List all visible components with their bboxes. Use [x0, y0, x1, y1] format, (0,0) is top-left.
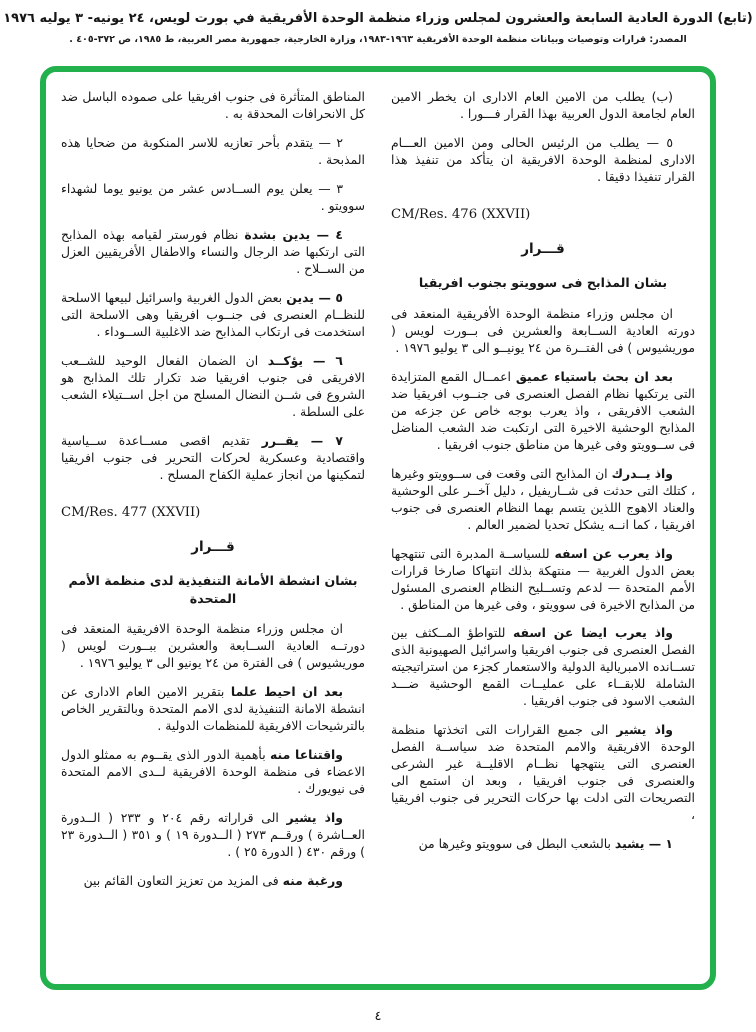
paragraph — [61, 747, 365, 798]
paragraph — [391, 625, 695, 710]
page-header — [0, 0, 756, 45]
paragraph-text: (ب) يطلب من الامين العام الادارى ان يخطر الامين العام لجامعة الدول العربية بهذا القرار فـــورا . — [391, 89, 695, 121]
paragraph-lead: ٧ — يقــرر — [261, 432, 343, 448]
paragraph-lead: واذ يــدرك — [611, 465, 674, 481]
operative-paragraph — [61, 135, 365, 169]
paragraph-text: الى جميع القرارات التى اتخذتها منظمة الوحدة الافريقية والامم المتحدة ضد سياســة الفصل العنصرى التى ينتهجها نظــام الاقليــة غير الشرعى والعنصرى فى جنوب افريقيا ، وبعد ان استمع الى التصريحات التى ادلت بها حركات التحرير فى جنوب افريقيا ، — [391, 722, 695, 823]
paragraph-text: للسياســة المدبرة التى تنتهجها بعض الدول الغربية — منتهكة بذلك انتهاكا صارخا قرارات الأمم المتحدة — لدعم وتســليح النظام العنصرى المسئول من المذابح الاخيرة فى سوويتو ، وفى غيرها من المناطق . — [391, 545, 695, 612]
paragraph-lead: ٥ — يدين — [286, 289, 343, 305]
paragraph-text: ان المذابح التى وقعت فى ســوويتو وغيرها ، كتلك التى حدثت فى شــاريفيل ، دليل آخــر على الوحشية والعناد الاهوج اللذين يتسم بهما النظام العنصرى فى جنوب افريقيا ، كما انــه يشكل تحديا لضمير العالم . — [391, 465, 695, 532]
paragraph-lead: واذ يشير — [286, 809, 343, 825]
page-number: ٤ — [374, 1009, 382, 1024]
paragraph-text: بالشعب البطل فى سوويتو وغيرها من — [418, 836, 615, 852]
paragraph — [61, 810, 365, 861]
paragraph — [391, 546, 695, 614]
resolution-number: CM/Res. 477 (XXVII) — [61, 504, 201, 520]
paragraph-text: نظام فورستر لقيامه بهذه المذابح التى ارتكبها ضد الرجال والنساء والاطفال الأفريقيين العزل من الســلاح . — [61, 226, 365, 276]
two-column-layout — [61, 89, 695, 976]
paragraph-text: فى المزيد من تعزيز التعاون القائم بين — [83, 872, 283, 888]
paragraph-text: المناطق المتأثرة فى جنوب افريقيا على صموده الباسل ضد كل الانحرافات المحدقة به . — [61, 89, 365, 121]
paragraph-lead: بعد ان احيط علما — [230, 683, 343, 699]
paragraph-lead: ١ — يشيد — [614, 836, 673, 852]
resolution-title: بشان انشطة الأمانة التنفيذية لدى منظمة الأمم المتحدة — [68, 573, 358, 606]
paragraph-text: بتقرير الامين العام الادارى عن انشطة الامانة التنفيذية لدى الامم المتحدة وبالتقرير الخاص بالترشيحات الافريقية للمنظمات الدولية . — [61, 683, 365, 733]
operative-paragraph — [61, 181, 365, 215]
paragraph — [391, 466, 695, 534]
resolution-heading: قـــرار — [521, 241, 565, 257]
operative-paragraph — [61, 290, 365, 341]
paragraph-lead: واقتناعا منه — [270, 746, 344, 762]
content-frame — [40, 66, 716, 990]
paragraph-text: للتواطؤ المــكثف بين الفصل العنصرى فى جنوب افريقيا واسرائيل الصهيونية الذى تســانده الامبريالية الدولية والاستعمار كجزء من استراتيجيته الشاملة للابقــاء على عمليــات القمع الوحشية ضـــد الشعب الاسود فى جنوب افريقيا . — [391, 625, 695, 709]
column-left — [61, 89, 365, 976]
paragraph-text: تقديم اقصى مســاعدة ســياسية واقتصادية وعسكرية لحركات التحرير فى جنوب افريقيا لتمكينها من انجاز عملية الكفاح المسلح . — [61, 432, 365, 482]
paragraph-text: ٣ — يعلن يوم الســادس عشر من يونيو يوما لشهداء سوويتو . — [61, 180, 365, 213]
paragraph-lead: ورغبة منه — [282, 872, 343, 888]
paragraph-lead: ٤ — يدين بشدة — [244, 226, 343, 242]
paragraph — [391, 722, 695, 824]
paragraph-text: ان مجلس وزراء منظمة الوحدة الأفريقية المنعقد فى دورته العادية الســابعة والعشرين فى بــورت لويس ( موريشيوس ) فى الفتــرة من ٢٤ يونيــو الى ٣ يوليو ١٩٧٦ . — [391, 305, 695, 355]
paragraph — [391, 89, 695, 123]
resolution-number: CM/Res. 476 (XXVII) — [391, 206, 531, 222]
header-session-title: (تابع) الدورة العادية السابعة والعشرون لمجلس وزراء منظمة الوحدة الأفريقية في بورت لويس، ٢٤ يونيه- ٣ يوليه ١٩٧٦ — [3, 11, 753, 26]
paragraph-lead: واذ يعرب عن اسفه — [554, 545, 673, 561]
continuation-paragraph — [61, 89, 365, 123]
paragraph-text: بأهمية الدور الذى يقــوم به ممثلو الدول الاعضاء فى منظمة الوحدة الافريقية لــدى الامم المتحدة فى نيويورك . — [61, 746, 365, 796]
resolution-heading: قـــرار — [191, 538, 235, 555]
paragraph-text: ٢ — يتقدم بأحر تعازيه للاسر المنكوبة من ضحايا هذه المذبحة . — [61, 134, 365, 167]
paragraph — [61, 873, 365, 890]
operative-paragraph — [391, 836, 695, 853]
paragraph-text: ان الضمان الفعال الوحيد للشــعب الافريقى فى جنوب افريقيا ضد تكرار تلك المذابح هو الشروع فى شــن النضال المسلح من اجل اســتيلاء الشعب على السلطة . — [61, 352, 365, 419]
resolution-title: بشان المذابح فى سوويتو بجنوب افريقيا — [418, 275, 668, 291]
paragraph — [391, 306, 695, 357]
paragraph-lead: واذ يشير — [616, 722, 673, 738]
paragraph-lead: واذ يعرب ايضا عن اسفه — [513, 625, 673, 641]
paragraph-lead: بعد ان بحث باستياء عميق — [515, 368, 673, 384]
paragraph-text: ٥ — يطلب من الرئيس الحالى ومن الامين العـــام الادارى لمنظمة الوحدة الافريقية ان يتأكد من تنفيذ هذا القرار تنفيذا دقيقا . — [391, 134, 695, 184]
paragraph — [61, 684, 365, 735]
paragraph-lead: ٦ — يؤكــد — [267, 352, 343, 368]
paragraph-text: ان مجلس وزراء منظمة الوحدة الافريقية المنعقد فى دورتــه العادية الســابعة والعشرين ببــورت لويس ( موريشيوس ) فى الفترة من ٢٤ يونيو الى ٣ يوليو ١٩٧٦ . — [61, 620, 365, 670]
operative-paragraph — [391, 135, 695, 186]
operative-paragraph — [61, 433, 365, 484]
column-right — [391, 89, 695, 976]
header-source-line: المصدر: قرارات وتوصيات وبيانات منظمة الوحدة الأفريقية ١٩٦٣-١٩٨٣، وزارة الخارجية، جمهورية مصر العربية، ط ١٩٨٥، ص ٣٧٢-٤٠٥ . — [69, 34, 687, 45]
paragraph-text: بعض الدول الغربية واسرائيل لبيعها الاسلحة للنظــام العنصرى فى جنــوب افريقيا وهى الاسلحة التى استخدمت فى ارتكاب المذابح ضد الاغلبية الســوداء . — [61, 289, 365, 339]
paragraph — [61, 621, 365, 672]
operative-paragraph — [61, 353, 365, 421]
paragraph-text: الى قراراته رقم ٢٠٤ و ٢٣٣ ( الــدورة العــاشرة ) ورقــم ٢٧٣ ( الــدورة ١٩ ) و ٣٥١ ( الــدورة ٢٣ ) ورقم ٤٣٠ ( الدورة ٢٥ ) . — [61, 809, 365, 859]
paragraph — [391, 369, 695, 454]
operative-paragraph — [61, 227, 365, 278]
paragraph-text: اعمــال القمع المتزايدة التى يرتكبها نظام الفصل العنصرى فى جنــوب افريقيا ضد الشعب الافريقى ، واذ يعرب بوجه خاص عن جزعه من المذابح الوحشية الاخيرة التى ارتكبت ضد الشعب المناضل فى ســوويتو وفى غيرها من مناطق جنوب افريقيا . — [391, 368, 695, 452]
